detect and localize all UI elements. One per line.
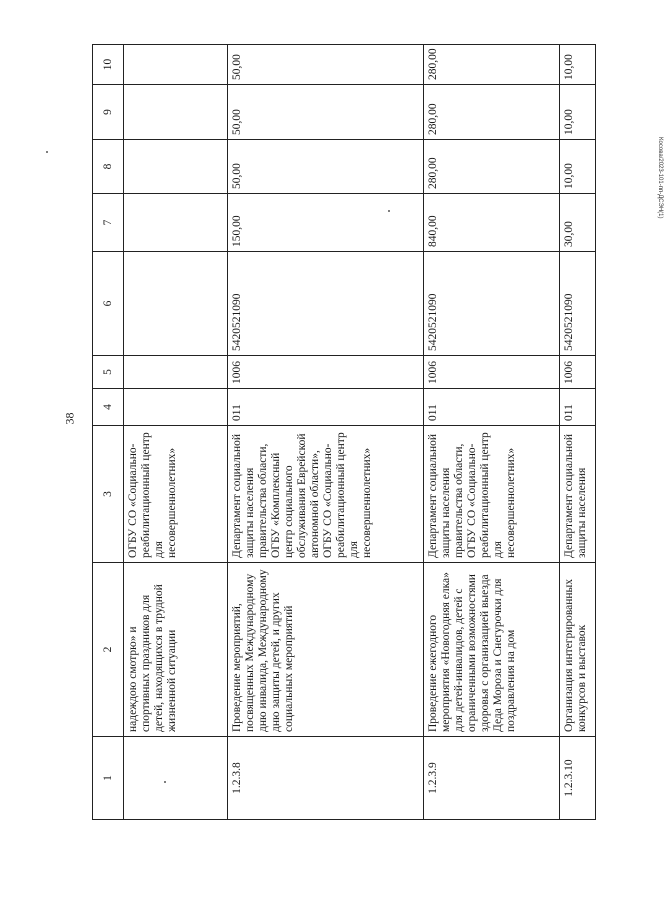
header-cell: 2 xyxy=(93,563,124,737)
grbs-code xyxy=(124,389,228,426)
target-article: 5420521090 xyxy=(560,252,596,356)
target-article: 5420521090 xyxy=(424,252,560,356)
row-number xyxy=(124,737,228,820)
total-amount xyxy=(124,194,228,252)
section-code: 1006 xyxy=(228,356,424,389)
page-number: 38 xyxy=(62,412,77,425)
header-row xyxy=(93,45,124,820)
total-amount: 150,00 xyxy=(228,194,424,252)
event-name: надеждою смотрю» и спортивных праздников для детей, находящихся в трудной жизненной ситуации xyxy=(124,563,228,737)
row-number: 1.2.3.9 xyxy=(424,737,560,820)
year2-amount xyxy=(124,85,228,140)
executor: ОГБУ СО «Социально-реабилитационный центр для несовершеннолетних» xyxy=(124,426,228,563)
header-cell: 5 xyxy=(93,356,124,389)
year1-amount: 10,00 xyxy=(560,140,596,194)
target-article: 5420521090 xyxy=(228,252,424,356)
table-row xyxy=(124,45,228,820)
year2-amount: 280,00 xyxy=(424,85,560,140)
grbs-code: 011 xyxy=(424,389,560,426)
year2-amount: 10,00 xyxy=(560,85,596,140)
row-number: 1.2.3.8 xyxy=(228,737,424,820)
year2-amount: 50,00 xyxy=(228,85,424,140)
section-code: 1006 xyxy=(424,356,560,389)
event-name: Проведение мероприятий, посвященных Международному дню инвалида, Международному дню защиты детей, и других социальных мероприятий xyxy=(228,563,424,737)
year3-amount: 50,00 xyxy=(228,45,424,85)
section-code: 1006 xyxy=(560,356,596,389)
executor: Департамент социальной защиты населения xyxy=(560,426,596,563)
total-amount: 840,00 xyxy=(424,194,560,252)
year1-amount: 50,00 xyxy=(228,140,424,194)
year3-amount xyxy=(124,45,228,85)
header-cell: 8 xyxy=(93,140,124,194)
document-code: Косова/2023-101-пп-ДСЭН(1) xyxy=(657,137,663,219)
scan-speck xyxy=(46,151,48,153)
program-activities-table xyxy=(92,44,596,820)
header-cell: 1 xyxy=(93,737,124,820)
header-cell: 4 xyxy=(93,389,124,426)
event-name: Организация интегрированных конкурсов и выставок xyxy=(560,563,596,737)
section-code xyxy=(124,356,228,389)
table-row xyxy=(424,45,560,820)
grbs-code: 011 xyxy=(560,389,596,426)
year1-amount xyxy=(124,140,228,194)
year1-amount: 280,00 xyxy=(424,140,560,194)
rotated-table-wrapper xyxy=(92,45,590,820)
header-cell: 7 xyxy=(93,194,124,252)
header-cell: 10 xyxy=(93,45,124,85)
year3-amount: 10,00 xyxy=(560,45,596,85)
grbs-code: 011 xyxy=(228,389,424,426)
header-cell: 6 xyxy=(93,252,124,356)
executor: Департамент социальной защиты населения правительства области, ОГБУ «Комплексный центр социального обслуживания Еврейской автономной области», ОГБУ СО «Социально-реабилитационный центр для несовершеннолетних» xyxy=(228,426,424,563)
table-row xyxy=(560,45,596,820)
header-cell: 3 xyxy=(93,426,124,563)
executor: Департамент социальной защиты населения правительства области, ОГБУ СО «Социально-реабилитационный центр для несовершеннолетних» xyxy=(424,426,560,563)
total-amount: 30,00 xyxy=(560,194,596,252)
target-article xyxy=(124,252,228,356)
year3-amount: 280,00 xyxy=(424,45,560,85)
event-name: Проведение ежегодного мероприятия «Новогодняя елка» для детей-инвалидов, детей с ограниченными возможностями здоровья с организацией выезда Деда Мороза и Снегурочки для поздравления на дом xyxy=(424,563,560,737)
table-row xyxy=(228,45,424,820)
header-cell: 9 xyxy=(93,85,124,140)
row-number: 1.2.3.10 xyxy=(560,737,596,820)
table-frame xyxy=(92,45,590,820)
